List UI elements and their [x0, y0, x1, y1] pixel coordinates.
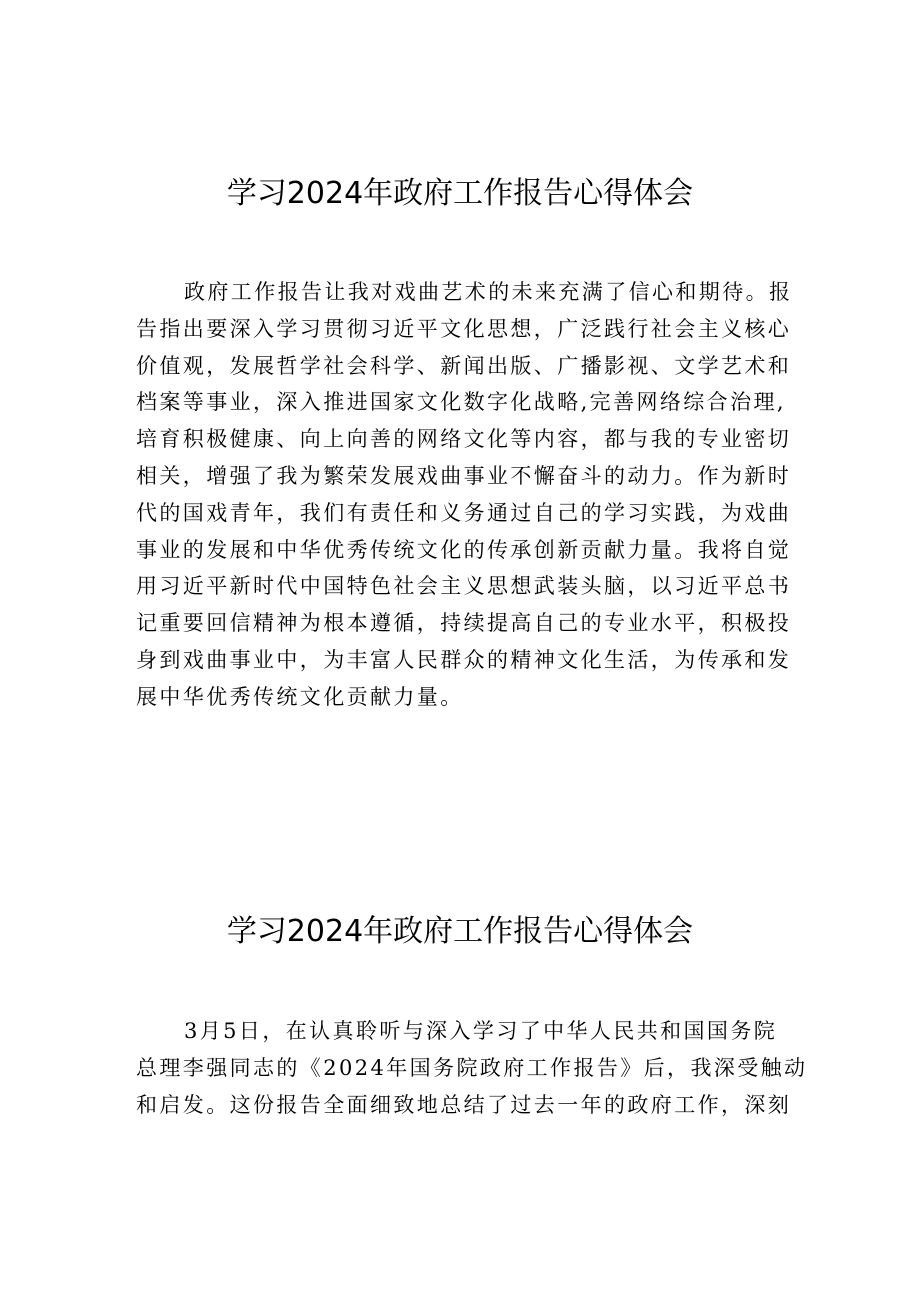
- paragraph-line: 事业的发展和中华优秀传统文化的传承创新贡献力量。我将自觉: [136, 537, 792, 562]
- body-paragraph: [136, 1013, 808, 1123]
- section-title: 学习2024年政府工作报告心得体会: [226, 914, 694, 949]
- paragraph-line: 记重要回信精神为根本遵循，持续提高自己的专业水平，积极投: [136, 611, 792, 636]
- paragraph-line: 相关，增强了我为繁荣发展戏曲事业不懈奋斗的动力。作为新时: [136, 463, 792, 488]
- paragraph-line: 总理李强同志的《2024年国务院政府工作报告》后，我深受触动: [136, 1055, 808, 1080]
- paragraph-line: 政府工作报告让我对戏曲艺术的未来充满了信心和期待。报: [184, 280, 793, 304]
- paragraph-line: 价值观，发展哲学社会科学、新闻出版、广播影视、文学艺术和: [136, 353, 792, 378]
- paragraph-line: 和启发。这份报告全面细致地总结了过去一年的政府工作，深刻: [136, 1092, 792, 1117]
- paragraph-line: 用习近平新时代中国特色社会主义思想武装头脑，以习近平总书: [136, 574, 792, 599]
- section-title: 学习2024年政府工作报告心得体会: [226, 176, 694, 211]
- paragraph-line: 代的国戏青年，我们有责任和义务通过自己的学习实践，为戏曲: [136, 500, 792, 525]
- paragraph-line: 培育积极健康、向上向善的网络文化等内容，都与我的专业密切: [136, 427, 792, 452]
- paragraph-line: 档案等事业，深入推进国家文化数字化战略,完善网络综合治理,: [136, 390, 786, 415]
- paragraph-line: 展中华优秀传统文化贡献力量。: [136, 684, 464, 709]
- paragraph-line: 3月5日，在认真聆听与深入学习了中华人民共和国国务院: [184, 1019, 778, 1043]
- paragraph-line: 身到戏曲事业中，为丰富人民群众的精神文化生活，为传承和发: [136, 647, 792, 672]
- paragraph-line: 告指出要深入学习贯彻习近平文化思想，广泛践行社会主义核心: [136, 316, 792, 341]
- body-paragraph: [136, 274, 796, 716]
